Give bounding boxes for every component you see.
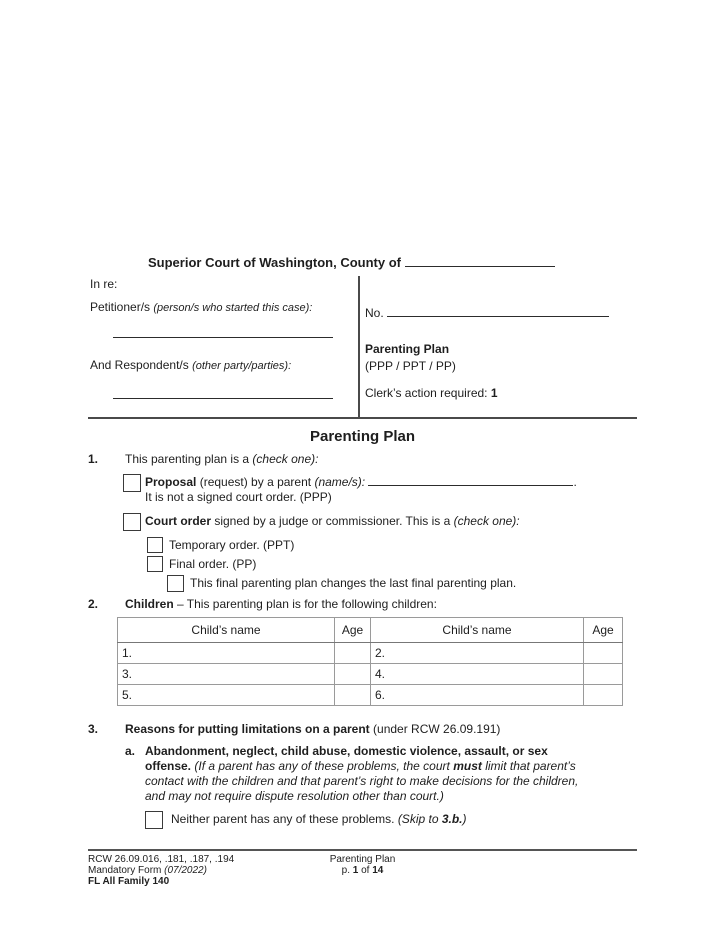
caption-case-column — [360, 276, 637, 417]
temporary-order-option — [147, 537, 637, 553]
petitioner-name-field[interactable] — [113, 337, 333, 338]
children-table-row — [118, 685, 623, 706]
section-3-number: 3. — [88, 722, 99, 736]
caption-form-codes: (PPP / PPT / PP) — [365, 359, 456, 373]
court-order-text — [145, 513, 520, 529]
footer-form-date: (07/2022) — [164, 865, 207, 876]
page-title: Parenting Plan — [309, 428, 416, 445]
clerks-action-row — [365, 386, 637, 400]
case-number-row — [365, 306, 637, 320]
section-3-heading-text — [125, 722, 637, 737]
col-header-childs-name-2: Child’s name — [371, 618, 584, 643]
final-order-label: Final order. (PP) — [169, 557, 257, 571]
section-3a-body — [145, 744, 597, 829]
section-3a-italic-pre: (If a parent has any of these problems, the court — [194, 759, 450, 773]
proposal-checkbox[interactable] — [123, 474, 141, 492]
child-3-name-cell[interactable]: 3. — [118, 664, 335, 685]
skip-hint-target: 3.b. — [441, 812, 463, 826]
clerks-action-value: 1 — [490, 386, 498, 400]
proposal-names-field[interactable] — [368, 475, 573, 486]
footer-page-of: of — [361, 865, 370, 876]
neither-parent-text: Neither parent has any of these problems. — [171, 812, 395, 826]
section-2-number: 2. — [88, 597, 99, 611]
section-2-intro — [125, 597, 637, 612]
respondent-label-text: And Respondent/s — [90, 358, 189, 372]
section-3a-italic-post: limit that parent’s contact with the children and that parent’s right to make decisions for the children, and may not require dispute resolution other than court.) — [145, 759, 579, 803]
case-number-field[interactable] — [387, 306, 609, 317]
children-table-header-row — [118, 618, 623, 643]
court-order-bold: Court order — [145, 514, 211, 528]
section-3a-bold-text: Abandonment, neglect, child abuse, domestic violence, assault, or sex offense. — [145, 744, 548, 773]
section-2-heading-bold: Children — [125, 597, 174, 611]
court-order-checkbox[interactable] — [123, 513, 141, 531]
child-2-name-cell[interactable]: 2. — [371, 643, 584, 664]
section-2-heading — [88, 597, 637, 612]
petitioner-hint: (person/s who started this case): — [153, 302, 313, 314]
neither-parent-checkbox[interactable] — [145, 811, 163, 829]
court-order-option — [123, 513, 637, 531]
child-5-age-cell[interactable] — [335, 685, 371, 706]
neither-parent-option — [145, 811, 597, 829]
skip-hint-post: ) — [462, 812, 467, 826]
final-order-option — [147, 556, 637, 572]
section-1-intro-hint: (check one): — [252, 452, 319, 466]
section-1 — [88, 452, 637, 592]
col-header-age-1: Age — [335, 618, 371, 643]
court-title — [88, 255, 637, 270]
changes-plan-label: This final parenting plan changes the last final parenting plan. — [190, 576, 517, 590]
changes-plan-option — [167, 575, 637, 592]
footer-page-pre: p. — [341, 865, 350, 876]
respondent-name-field[interactable] — [113, 398, 333, 399]
children-table-row — [118, 643, 623, 664]
child-4-name-cell[interactable]: 4. — [371, 664, 584, 685]
section-3a-letter: a. — [125, 744, 136, 758]
child-6-name-cell[interactable]: 6. — [371, 685, 584, 706]
child-5-name-cell[interactable]: 5. — [118, 685, 335, 706]
temporary-order-label: Temporary order. (PPT) — [169, 538, 295, 552]
respondent-label — [90, 359, 352, 373]
section-3-heading-rest: (under RCW 26.09.191) — [373, 722, 501, 736]
court-order-regular: signed by a judge or commissioner. This is a — [214, 514, 451, 528]
section-3a-paragraph — [145, 744, 597, 804]
court-order-hint: (check one): — [453, 514, 520, 528]
section-2-heading-rest: – This parenting plan is for the following children: — [177, 597, 437, 611]
section-3a-must: must — [453, 759, 482, 773]
col-header-childs-name-1: Child’s name — [118, 618, 335, 643]
caption-columns — [88, 276, 637, 419]
case-number-label: No. — [365, 306, 384, 320]
section-1-intro-text: This parenting plan is a — [125, 452, 250, 466]
footer-page-total: 14 — [372, 865, 384, 876]
section-3a-item — [125, 744, 597, 829]
page-footer — [88, 849, 637, 887]
caption-form-title: Parenting Plan — [365, 342, 450, 356]
section-1-heading — [88, 452, 637, 467]
case-caption — [88, 255, 637, 419]
proposal-period: . — [573, 475, 577, 489]
clerks-action-label: Clerk’s action required: — [365, 386, 488, 400]
respondent-hint: (other party/parties): — [192, 360, 292, 372]
section-1-intro — [125, 452, 637, 467]
petitioner-label-text: Petitioner/s — [90, 300, 151, 314]
footer-rcw: RCW 26.09.016, .181, .187, .194 — [88, 854, 235, 865]
child-2-age-cell[interactable] — [584, 643, 623, 664]
section-3-heading-bold: Reasons for putting limitations on a parent — [125, 722, 370, 736]
children-table-row — [118, 664, 623, 685]
temporary-order-checkbox[interactable] — [147, 537, 163, 553]
children-table — [117, 617, 623, 706]
proposal-hint: (name/s): — [314, 475, 366, 489]
proposal-bold: Proposal — [145, 475, 197, 489]
in-re-label: In re: — [90, 277, 118, 291]
section-3a-spacer — [88, 744, 125, 829]
caption-parties-column — [88, 276, 360, 417]
footer-form-label: Mandatory Form — [88, 865, 162, 876]
neither-parent-label — [171, 811, 467, 827]
proposal-regular: (request) by a parent — [199, 475, 312, 489]
section-1-number: 1. — [88, 452, 99, 466]
skip-hint-pre: (Skip to — [397, 812, 439, 826]
final-order-checkbox[interactable] — [147, 556, 163, 572]
footer-page-num: 1 — [352, 865, 359, 876]
section-3-heading — [88, 722, 637, 737]
footer-center — [88, 854, 637, 876]
child-1-name-cell[interactable]: 1. — [118, 643, 335, 664]
col-header-age-2: Age — [584, 618, 623, 643]
child-3-age-cell[interactable] — [335, 664, 371, 685]
court-title-text: Superior Court of Washington, County of — [148, 255, 401, 270]
proposal-text — [145, 474, 577, 505]
section-2 — [88, 597, 637, 706]
footer-form-number: FL All Family 140 — [88, 876, 170, 887]
child-1-age-cell[interactable] — [335, 643, 371, 664]
petitioner-label — [90, 301, 352, 315]
proposal-line2: It is not a signed court order. (PPP) — [145, 490, 332, 504]
footer-doc-title: Parenting Plan — [329, 854, 396, 865]
section-3 — [88, 722, 637, 829]
county-field[interactable] — [405, 256, 555, 267]
proposal-option — [123, 474, 637, 505]
changes-plan-checkbox[interactable] — [167, 575, 184, 592]
child-4-age-cell[interactable] — [584, 664, 623, 685]
child-6-age-cell[interactable] — [584, 685, 623, 706]
section-3a — [88, 744, 637, 829]
footer-page-indicator — [88, 865, 637, 876]
